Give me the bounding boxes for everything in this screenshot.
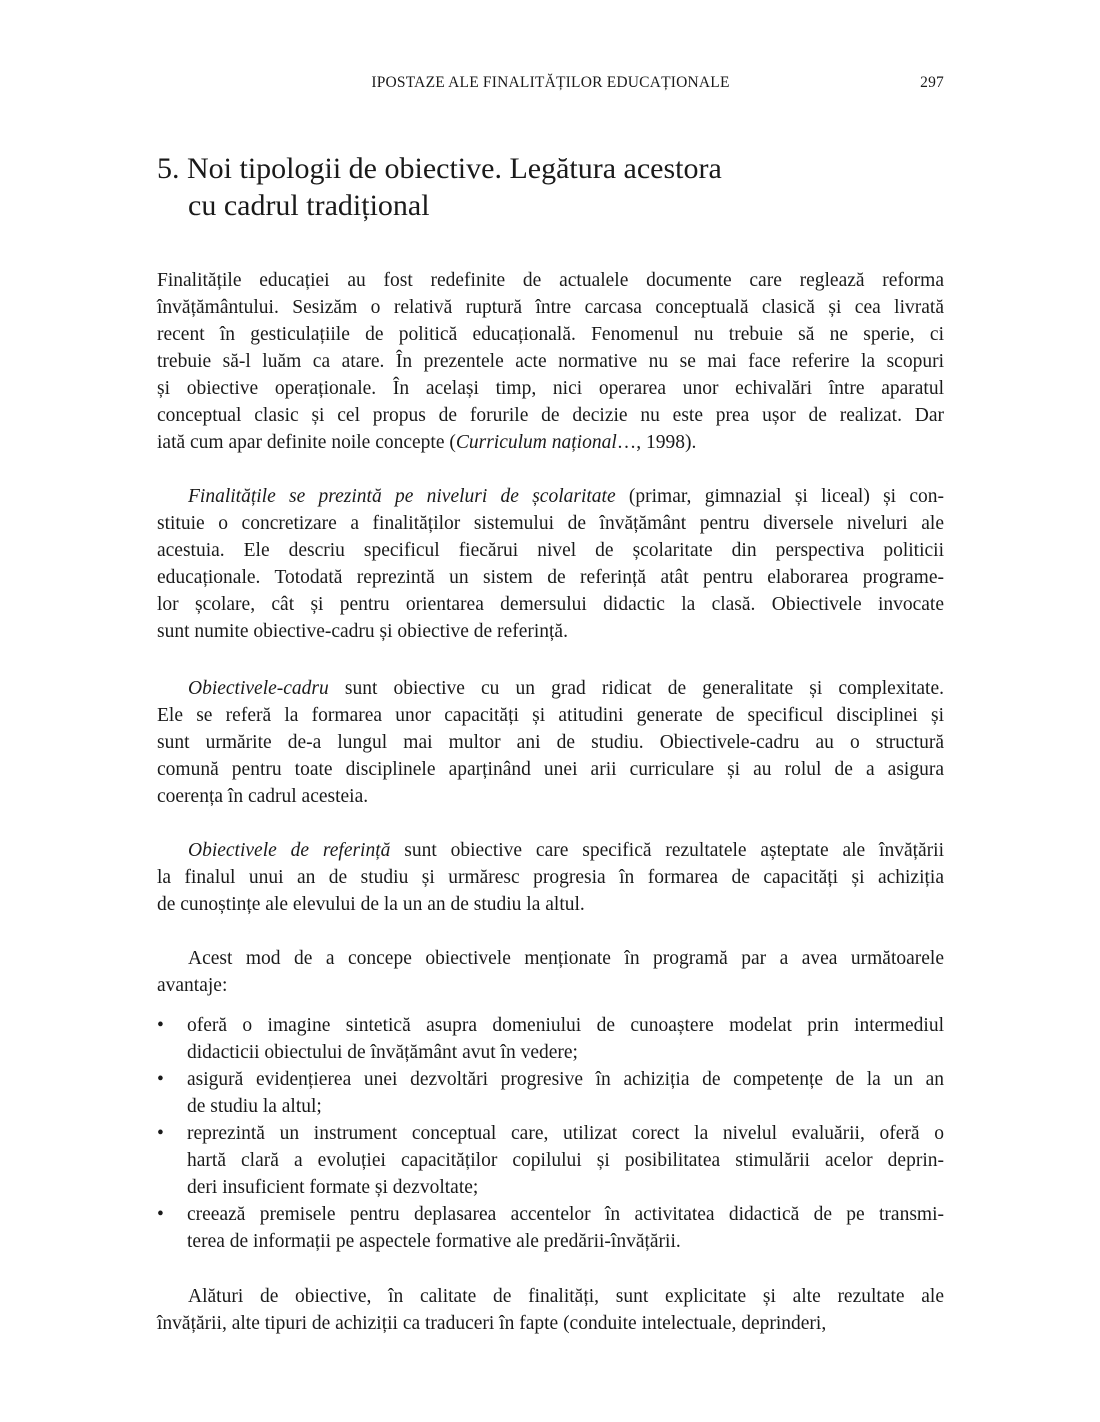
text-line xyxy=(157,1310,944,1337)
running-title: IPOSTAZE ALE FINALITĂȚILOR EDUCAȚIONALE xyxy=(371,74,730,91)
text-line xyxy=(157,891,944,918)
text-segment: sunt urmărite de-a lungul mai multor ani de studiu. Obiectivele-cadru au o structură xyxy=(157,732,944,753)
text-line xyxy=(157,945,944,972)
text-segment: iată cum apar definite noile concepte ( xyxy=(157,432,456,453)
text-segment: de cunoștințe ale elevului de la un an de studiu la altul. xyxy=(157,894,585,915)
text-segment: trebuie să-l luăm ca atare. În prezentele acte normative nu se mai face referire la scopuri xyxy=(157,351,944,372)
list-item xyxy=(157,1012,944,1066)
list-item xyxy=(157,1120,944,1201)
text-segment: Acest mod de a concepe obiectivele menționate în programă par a avea următoarele xyxy=(188,948,944,969)
text-line xyxy=(157,864,944,891)
text-line xyxy=(157,348,944,375)
bullet-icon: • xyxy=(157,1015,164,1036)
text-segment: …, 1998). xyxy=(616,432,697,453)
text-line: de studiu la altul; xyxy=(187,1096,322,1117)
section-heading-line: 5. Noi tipologii de obiective. Legătura acestora xyxy=(157,152,722,185)
text-line: deri insuficient formate și dezvoltate; xyxy=(187,1177,479,1198)
text-line xyxy=(157,756,944,783)
text-line xyxy=(157,375,944,402)
bullet-icon: • xyxy=(157,1204,164,1225)
list-item xyxy=(157,1201,944,1255)
italic-term: Curriculum național xyxy=(455,432,617,453)
section-heading xyxy=(157,150,722,224)
text-line xyxy=(157,837,944,864)
text-segment: conceptual clasic și cel propus de forurile de decizie nu este prea ușor de realizat. Dar xyxy=(157,405,944,426)
text-segment: Alături de obiective, în calitate de finalități, sunt explicitate și alte rezultate ale xyxy=(188,1286,944,1307)
text-line xyxy=(157,618,944,645)
text-line xyxy=(157,483,944,510)
text-segment: învățării, alte tipuri de achiziții ca traduceri în fapte (conduite intelectuale, deprinderi, xyxy=(157,1313,827,1334)
italic-term: Finalitățile se prezintă pe niveluri de școlaritate xyxy=(188,486,616,507)
text-line xyxy=(157,675,944,702)
text-segment: recent în gesticulațiile de politică educațională. Fenomenul nu trebuie să ne sperie, ci xyxy=(157,324,944,345)
text-segment: stituie o concretizare a finalităților sistemului de învățământ pentru diversele niveluri ale xyxy=(157,513,944,534)
paragraph xyxy=(157,267,944,456)
text-segment: la finalul unui an de studiu și urmăresc progresia în formarea de capacități și achiziția xyxy=(157,867,944,888)
text-segment: sunt obiective care specifică rezultatele așteptate ale învățării xyxy=(390,840,945,861)
text-line: asigură evidențierea unei dezvoltări progresive în achiziția de competențe de la un an xyxy=(187,1069,944,1090)
bullet-icon: • xyxy=(157,1123,164,1144)
paragraph xyxy=(157,675,944,810)
bullet-list xyxy=(157,1012,944,1255)
text-segment: coerența în cadrul acesteia. xyxy=(157,786,369,807)
text-segment: acestuia. Ele descriu specificul fiecărui nivel de școlaritate din perspectiva politicii xyxy=(157,540,944,561)
text-line: creează premisele pentru deplasarea accentelor în activitatea didactică de pe transmi- xyxy=(187,1204,944,1225)
text-line: didacticii obiectului de învățământ avut în vedere; xyxy=(187,1042,578,1063)
text-line xyxy=(157,702,944,729)
text-line xyxy=(157,294,944,321)
text-line: oferă o imagine sintetică asupra domeniului de cunoaștere modelat prin intermediul xyxy=(187,1015,944,1036)
text-line xyxy=(157,510,944,537)
text-segment: sunt numite obiective-cadru și obiective de referință. xyxy=(157,621,568,642)
text-line: terea de informații pe aspectele formative ale predării-învățării. xyxy=(187,1231,681,1252)
text-line xyxy=(157,1283,944,1310)
text-segment: sunt obiective cu un grad ridicat de generalitate și complexitate. xyxy=(328,678,944,699)
text-line xyxy=(157,783,944,810)
text-line xyxy=(157,321,944,348)
text-line xyxy=(157,972,944,999)
text-segment: avantaje: xyxy=(157,975,228,996)
text-line xyxy=(157,729,944,756)
bullet-icon: • xyxy=(157,1069,164,1090)
paragraph xyxy=(157,483,944,645)
text-line: reprezintă un instrument conceptual care, utilizat corect la nivelul evaluării, oferă o xyxy=(187,1123,944,1144)
text-segment: comună pentru toate disciplinele aparținând unei arii curriculare și au rolul de a asigura xyxy=(157,759,944,780)
paragraph xyxy=(157,1283,944,1337)
text-line xyxy=(157,537,944,564)
text-line xyxy=(157,564,944,591)
text-line xyxy=(157,591,944,618)
text-line: hartă clară a evoluției capacităților copilului și posibilitatea stimulării acelor deprin- xyxy=(187,1150,944,1171)
text-segment: învățământului. Sesizăm o relativă ruptură între carcasa conceptuală clasică și cea livrată xyxy=(157,297,944,318)
text-line xyxy=(157,429,944,456)
list-item xyxy=(157,1066,944,1120)
text-segment: și obiective operaționale. În același timp, nici operarea unor echivalări între aparatul xyxy=(157,378,944,399)
italic-term: Obiectivele-cadru xyxy=(188,678,329,699)
text-line xyxy=(157,267,944,294)
running-header xyxy=(157,74,944,96)
text-segment: lor școlare, cât și pentru orientarea demersului didactic la clasă. Obiectivele invocate xyxy=(157,594,944,615)
text-segment: educaționale. Totodată reprezintă un sistem de referință atât pentru elaborarea programe- xyxy=(157,567,944,588)
text-segment: Finalitățile educației au fost redefinite de actualele documente care reglează reforma xyxy=(157,270,944,291)
paragraph xyxy=(157,945,944,999)
section-heading-line: cu cadrul tradițional xyxy=(188,189,430,222)
page-number: 297 xyxy=(920,74,944,91)
italic-term: Obiectivele de referință xyxy=(188,840,391,861)
paragraph xyxy=(157,837,944,918)
text-segment: (primar, gimnazial și liceal) și con- xyxy=(615,486,944,507)
text-segment: Ele se referă la formarea unor capacități și atitudini generate de specificul disciplinei și xyxy=(157,705,944,726)
text-line xyxy=(157,402,944,429)
